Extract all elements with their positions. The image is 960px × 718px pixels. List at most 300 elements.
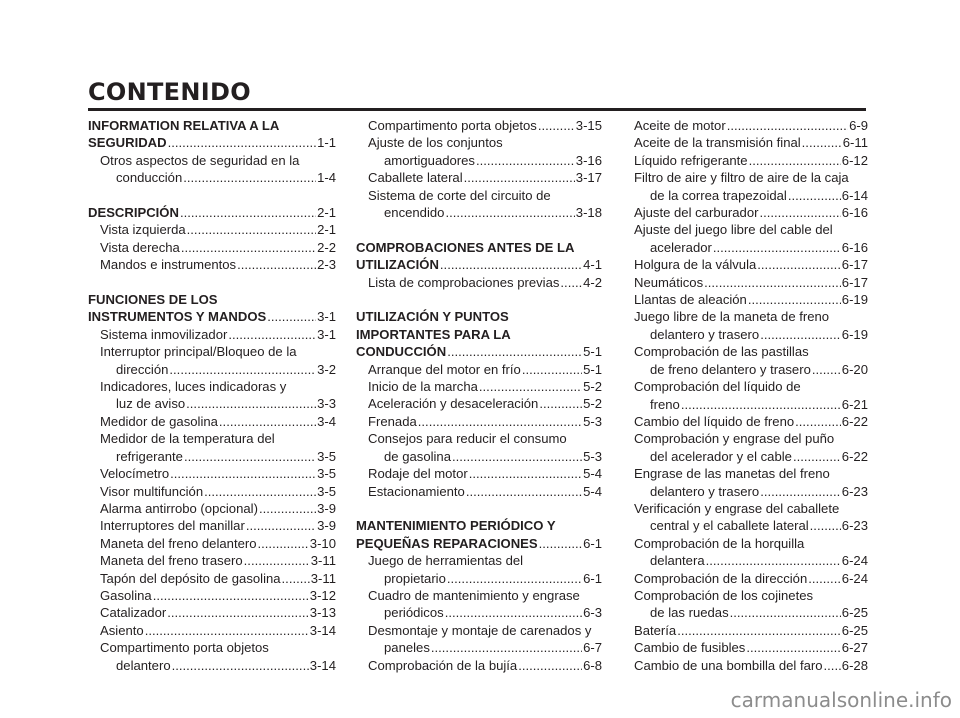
toc-entry-text: Interruptores del manillar: [100, 518, 245, 534]
toc-entry: [88, 622, 336, 639]
dot-leader: [749, 152, 841, 169]
page-title: CONTENIDO: [88, 78, 251, 106]
dot-leader: [259, 500, 316, 517]
toc-entry-text: Aceite de motor: [634, 118, 726, 133]
toc-entry: [88, 465, 336, 482]
toc-page-number: 5-3: [583, 413, 602, 429]
toc-entry: [88, 326, 336, 343]
toc-page-number: 3-14: [309, 657, 336, 673]
dot-leader: [440, 256, 582, 273]
toc-page-number: 5-4: [583, 466, 602, 482]
toc-entry: [622, 169, 868, 186]
toc-page-number: 3-12: [309, 587, 336, 603]
toc-page-number: 5-1: [583, 344, 602, 360]
toc-page-number: 2-2: [317, 239, 336, 255]
toc-page-number: 6-27: [841, 640, 868, 656]
toc-entry: [622, 361, 868, 378]
toc-entry-text: Otros aspectos de seguridad en la: [100, 152, 300, 168]
toc-entry-text: Frenada: [368, 413, 417, 429]
toc-spacer: [356, 500, 602, 517]
toc-entry-text: Comprobación y engrase del puño: [634, 431, 835, 447]
dot-leader: [445, 604, 582, 621]
toc-entry-text: DESCRIPCIÓN: [88, 205, 179, 221]
toc-entry-text: Interruptor principal/Bloqueo de la: [100, 344, 297, 360]
toc-entry-text: Engrase de las manetas del freno: [634, 466, 830, 482]
toc-entry: [622, 448, 868, 465]
toc-entry-text: Juego libre de la maneta de freno: [634, 309, 830, 325]
toc-entry: [356, 604, 602, 621]
dot-leader: [538, 117, 575, 134]
toc-page-number: 3-2: [317, 361, 336, 377]
toc-page-number: 6-3: [583, 605, 602, 621]
toc-page-number: 3-10: [309, 535, 336, 551]
toc-page-number: 4-1: [583, 257, 602, 273]
toc-entry: [356, 430, 602, 447]
toc-page-number: 6-12: [841, 152, 868, 168]
dot-leader: [184, 448, 316, 465]
toc-entry: [356, 570, 602, 587]
dot-leader: [808, 570, 841, 587]
toc-page-number: 6-23: [841, 483, 868, 499]
dot-leader: [447, 570, 582, 587]
toc-page-number: 6-23: [841, 518, 868, 534]
toc-entry: [622, 483, 868, 500]
toc-page-number: 6-8: [583, 657, 602, 673]
dot-leader: [479, 378, 582, 395]
dot-leader: [522, 361, 582, 378]
toc-entry: [622, 622, 868, 639]
toc-page-number: 6-14: [841, 187, 868, 203]
toc-entry-text: Cambio del líquido de freno: [634, 413, 795, 429]
toc-page-number: 5-2: [583, 396, 602, 412]
dot-leader: [170, 465, 316, 482]
toc-entry: [622, 517, 868, 534]
toc-entry: [622, 256, 868, 273]
toc-entry-text: Vista derecha: [100, 239, 180, 255]
toc-page-number: 3-9: [317, 500, 336, 516]
toc-entry: [88, 395, 336, 412]
toc-entry-text: refrigerante: [116, 448, 183, 464]
toc-entry-text: Comprobación de la horquilla: [634, 535, 805, 551]
toc-entry-text: luz de aviso: [116, 396, 186, 412]
toc-entry-text: delantero: [116, 657, 171, 673]
toc-spacer: [356, 291, 602, 308]
dot-leader: [168, 134, 316, 151]
toc-page-number: 3-4: [317, 413, 336, 429]
dot-leader: [476, 152, 575, 169]
toc-entry: [622, 570, 868, 587]
toc-entry: [356, 117, 602, 134]
dot-leader: [730, 604, 841, 621]
toc-entry: [88, 221, 336, 238]
toc-page-number: 6-17: [841, 274, 868, 290]
toc-page-number: 3-13: [309, 605, 336, 621]
toc-entry-text: Alarma antirrobo (opcional): [100, 500, 258, 516]
toc-entry-text: Visor multifunción: [100, 483, 204, 499]
toc-entry: [88, 152, 336, 169]
toc-entry-text: Tapón del depósito de gasolina: [100, 570, 281, 586]
dot-leader: [681, 396, 841, 413]
toc-entry-text: de la correa trapezoidal: [650, 187, 787, 203]
toc-entry: [356, 448, 602, 465]
toc-entry: [622, 378, 868, 395]
toc-page-number: 6-7: [583, 640, 602, 656]
dot-leader: [282, 570, 310, 587]
toc-entry-text: Sistema de corte del circuito de: [368, 187, 551, 203]
dot-leader: [748, 291, 841, 308]
toc-entry: [356, 639, 602, 656]
toc-entry: [622, 117, 868, 134]
toc-entry-text: Batería: [634, 622, 677, 638]
toc-entry: [356, 204, 602, 221]
dot-leader: [760, 326, 841, 343]
toc-entry: [622, 343, 868, 360]
toc-entry: [88, 343, 336, 360]
dot-leader: [258, 535, 309, 552]
toc-entry-text: Gasolina: [100, 587, 152, 603]
toc-page-number: 6-19: [841, 292, 868, 308]
dot-leader: [186, 395, 316, 412]
toc-entry: [622, 134, 868, 151]
dot-leader: [219, 413, 316, 430]
toc-entry: [622, 187, 868, 204]
toc-section-heading: [356, 326, 602, 343]
toc-entry-text: Rodaje del motor: [368, 466, 468, 482]
toc-entry-text: periódicos: [384, 605, 444, 621]
toc-entry: [622, 274, 868, 291]
toc-entry: [622, 639, 868, 656]
dot-leader: [246, 517, 316, 534]
toc-entry-text: del acelerador y el cable: [650, 448, 792, 464]
toc-page-number: 3-11: [310, 553, 336, 569]
toc-section-heading: [88, 204, 336, 221]
toc-entry: [356, 361, 602, 378]
dot-leader: [810, 517, 841, 534]
toc-entry-text: Medidor de la temperatura del: [100, 431, 275, 447]
toc-entry: [88, 604, 336, 621]
toc-entry: [88, 361, 336, 378]
toc-page-number: 6-9: [849, 118, 868, 133]
toc-page-number: 3-9: [317, 518, 336, 534]
toc-entry: [622, 552, 868, 569]
dot-leader: [824, 657, 841, 674]
toc-entry-text: Aceleración y desaceleración: [368, 396, 539, 412]
toc-entry: [622, 291, 868, 308]
toc-page-number: 5-1: [583, 361, 602, 377]
toc-entry: [622, 152, 868, 169]
toc-section-heading: [356, 239, 602, 256]
toc-entry: [356, 657, 602, 674]
toc-entry-text: Verificación y engrase del caballete: [634, 500, 840, 516]
toc-entry: [88, 500, 336, 517]
dot-leader: [802, 134, 842, 151]
toc-entry-text: Desmontaje y montaje de carenados y: [368, 622, 592, 638]
toc-page-number: 6-22: [841, 413, 868, 429]
dot-leader: [145, 622, 309, 639]
toc-page-number: 6-25: [841, 622, 868, 638]
toc-entry-text: Asiento: [100, 622, 144, 638]
toc-entry: [88, 378, 336, 395]
toc-page-number: 3-15: [575, 118, 602, 133]
toc-section-heading: [356, 308, 602, 325]
toc-page-number: 6-22: [841, 448, 868, 464]
toc-entry: [88, 587, 336, 604]
toc-page-number: 6-11: [842, 135, 868, 151]
toc-page-number: 2-3: [317, 257, 336, 273]
toc-entry-text: Compartimento porta objetos: [368, 118, 537, 133]
toc-entry: [356, 552, 602, 569]
toc-entry-text: Ajuste del juego libre del cable del: [634, 222, 833, 238]
toc-entry: [88, 535, 336, 552]
dot-leader: [169, 361, 316, 378]
toc-entry-text: Arranque del motor en frío: [368, 361, 521, 377]
toc-section-heading: [356, 535, 602, 552]
title-divider: [88, 108, 866, 111]
toc-entry-text: Ajuste de los conjuntos: [368, 135, 503, 151]
dot-leader: [539, 535, 582, 552]
toc-entry: [88, 239, 336, 256]
toc-entry-text: Cambio de fusibles: [634, 640, 746, 656]
toc-column-3: [622, 117, 868, 674]
dot-leader: [706, 552, 841, 569]
dot-leader: [793, 448, 841, 465]
toc-entry: [622, 308, 868, 325]
toc-page-number: 6-19: [841, 326, 868, 342]
toc-page-number: 6-17: [841, 257, 868, 273]
toc-entry: [622, 657, 868, 674]
toc-entry-text: Comprobación de la dirección: [634, 570, 808, 586]
toc-entry-text: delantero y trasero: [650, 483, 760, 499]
toc-entry-text: INFORMATION RELATIVA A LA: [88, 118, 280, 133]
toc-entry: [622, 604, 868, 621]
dot-leader: [445, 204, 574, 221]
toc-entry-text: SEGURIDAD: [88, 135, 167, 151]
toc-entry-text: Maneta del freno trasero: [100, 553, 243, 569]
watermark: carmanualsonline.info: [730, 688, 952, 712]
toc-spacer: [88, 274, 336, 291]
dot-leader: [795, 413, 841, 430]
toc-entry-text: Caballete lateral: [368, 170, 463, 186]
dot-leader: [181, 239, 316, 256]
toc-entry-text: delantero y trasero: [650, 326, 760, 342]
dot-leader: [153, 587, 309, 604]
toc-entry-text: Aceite de la transmisión final: [634, 135, 801, 151]
toc-entry-text: Filtro de aire y filtro de aire de la caja: [634, 170, 849, 186]
toc-entry-text: propietario: [384, 570, 446, 586]
toc-entry-text: de freno delantero y trasero: [650, 361, 811, 377]
toc-page-number: 5-2: [583, 379, 602, 395]
toc-section-heading: [88, 117, 336, 134]
toc-page-number: 6-20: [841, 361, 868, 377]
dot-leader: [244, 552, 310, 569]
toc-entry: [88, 552, 336, 569]
toc-section-heading: [356, 517, 602, 534]
toc-entry: [622, 500, 868, 517]
toc-entry-text: Cuadro de mantenimiento y engrase: [368, 587, 580, 603]
toc-entry: [356, 378, 602, 395]
toc-entry: [88, 430, 336, 447]
toc-entry-text: freno: [650, 396, 680, 412]
toc-page-number: 6-1: [583, 570, 602, 586]
toc-entry-text: dirección: [116, 361, 169, 377]
toc-entry-text: UTILIZACIÓN Y PUNTOS: [356, 309, 509, 325]
toc-entry-text: delantera: [650, 553, 705, 569]
toc-entry: [88, 448, 336, 465]
dot-leader: [518, 657, 582, 674]
toc-page-number: 2-1: [317, 222, 336, 238]
toc-entry-text: Llantas de aleación: [634, 292, 747, 308]
toc-page-number: 6-25: [841, 605, 868, 621]
toc-page-number: 3-18: [575, 205, 602, 221]
toc-page-number: 1-4: [317, 170, 336, 186]
toc-page-number: 2-1: [317, 205, 336, 221]
toc-entry-text: de gasolina: [384, 448, 451, 464]
toc-entry-text: Compartimento porta objetos: [100, 640, 269, 656]
toc-page-number: 6-24: [841, 570, 868, 586]
toc-page-number: 4-2: [583, 274, 602, 290]
dot-leader: [727, 117, 848, 134]
toc-entry: [356, 187, 602, 204]
dot-leader: [746, 639, 840, 656]
toc-section-heading: [356, 256, 602, 273]
toc-entry: [88, 256, 336, 273]
toc-page-number: 1-1: [317, 135, 336, 151]
toc-entry-text: Indicadores, luces indicadoras y: [100, 379, 287, 395]
toc-entry-text: PEQUEÑAS REPARACIONES: [356, 535, 538, 551]
toc-entry: [88, 570, 336, 587]
toc-entry-text: Estacionamiento: [368, 483, 465, 499]
toc-spacer: [356, 221, 602, 238]
toc-entry-text: Ajuste del carburador: [634, 205, 759, 221]
toc-page-number: 3-5: [317, 466, 336, 482]
dot-leader: [560, 274, 582, 291]
dot-leader: [788, 187, 841, 204]
toc-page-number: 6-24: [841, 553, 868, 569]
toc-entry-text: Holgura de la válvula: [634, 257, 757, 273]
toc-entry: [622, 535, 868, 552]
toc-entry-text: CONDUCCIÓN: [356, 344, 447, 360]
dot-leader: [228, 326, 316, 343]
toc-entry: [622, 413, 868, 430]
toc-page-number: 3-14: [309, 622, 336, 638]
toc-entry: [622, 239, 868, 256]
dot-leader: [469, 465, 582, 482]
toc-entry-text: conducción: [116, 170, 183, 186]
dot-leader: [466, 483, 582, 500]
toc-entry-text: INSTRUMENTOS Y MANDOS: [88, 309, 267, 325]
toc-entry: [88, 413, 336, 430]
dot-leader: [180, 204, 316, 221]
dot-leader: [237, 256, 316, 273]
toc-entry: [622, 465, 868, 482]
toc-entry: [356, 413, 602, 430]
dot-leader: [759, 204, 840, 221]
dot-leader: [704, 274, 841, 291]
dot-leader: [267, 308, 316, 325]
dot-leader: [418, 413, 582, 430]
toc-page-number: 3-16: [575, 152, 602, 168]
toc-entry: [356, 169, 602, 186]
dot-leader: [757, 256, 841, 273]
toc-entry-text: Medidor de gasolina: [100, 413, 218, 429]
dot-leader: [539, 395, 582, 412]
toc-entry-text: Inicio de la marcha: [368, 379, 478, 395]
toc-entry-text: Cambio de una bombilla del faro: [634, 657, 823, 673]
toc-entry: [622, 430, 868, 447]
toc-page-number: 6-16: [841, 239, 868, 255]
toc-entry: [356, 622, 602, 639]
toc-page-number: 3-17: [575, 170, 602, 186]
toc-entry: [88, 657, 336, 674]
toc-entry-text: Vista izquierda: [100, 222, 186, 238]
toc-column-1: [88, 117, 336, 674]
toc-entry-text: Líquido refrigerante: [634, 152, 748, 168]
toc-entry-text: paneles: [384, 640, 430, 656]
toc-page-number: 5-4: [583, 483, 602, 499]
dot-leader: [812, 361, 841, 378]
toc-section-heading: [88, 291, 336, 308]
toc-entry: [88, 517, 336, 534]
toc-entry-text: Consejos para reducir el consumo: [368, 431, 567, 447]
toc-entry-text: Velocímetro: [100, 466, 170, 482]
toc-section-heading: [356, 343, 602, 360]
toc-column-2: [356, 117, 602, 674]
dot-leader: [452, 448, 582, 465]
toc-entry-text: encendido: [384, 205, 445, 221]
dot-leader: [464, 169, 575, 186]
toc-entry: [622, 587, 868, 604]
dot-leader: [431, 639, 582, 656]
toc-entry: [622, 326, 868, 343]
toc-page-number: 3-5: [317, 448, 336, 464]
toc-entry: [88, 639, 336, 656]
toc-spacer: [88, 187, 336, 204]
toc-entry-text: COMPROBACIONES ANTES DE LA: [356, 239, 575, 255]
dot-leader: [187, 221, 316, 238]
toc-entry-text: Catalizador: [100, 605, 167, 621]
toc-section-heading: [88, 134, 336, 151]
toc-entry-text: Comprobación de la bujía: [368, 657, 518, 673]
toc-entry-text: FUNCIONES DE LOS: [88, 292, 218, 308]
toc-page-number: 3-11: [310, 570, 336, 586]
toc-entry-text: amortiguadores: [384, 152, 475, 168]
dot-leader: [172, 657, 309, 674]
toc-page-number: 3-1: [317, 326, 336, 342]
dot-leader: [183, 169, 316, 186]
toc-page-number: 6-28: [841, 657, 868, 673]
toc-entry-text: Comprobación de los cojinetes: [634, 587, 814, 603]
toc-entry-text: Comprobación del líquido de: [634, 379, 801, 395]
toc-entry-text: central y el caballete lateral: [650, 518, 809, 534]
toc-entry-text: Neumáticos: [634, 274, 704, 290]
toc-entry: [356, 587, 602, 604]
toc-page-number: 5-3: [583, 448, 602, 464]
toc-page-number: 3-5: [317, 483, 336, 499]
toc-entry-text: Comprobación de las pastillas: [634, 344, 809, 360]
toc-entry-text: Sistema inmovilizador: [100, 326, 228, 342]
dot-leader: [167, 604, 309, 621]
toc-page-number: 3-3: [317, 396, 336, 412]
toc-entry-text: Maneta del freno delantero: [100, 535, 257, 551]
toc-entry: [622, 396, 868, 413]
toc-page-number: 3-1: [317, 309, 336, 325]
toc-entry: [356, 395, 602, 412]
dot-leader: [447, 343, 582, 360]
dot-leader: [760, 483, 841, 500]
toc-entry-text: UTILIZACIÓN: [356, 257, 439, 273]
toc-entry-text: Mandos e instrumentos: [100, 257, 237, 273]
toc-entry-text: MANTENIMIENTO PERIÓDICO Y: [356, 518, 556, 534]
